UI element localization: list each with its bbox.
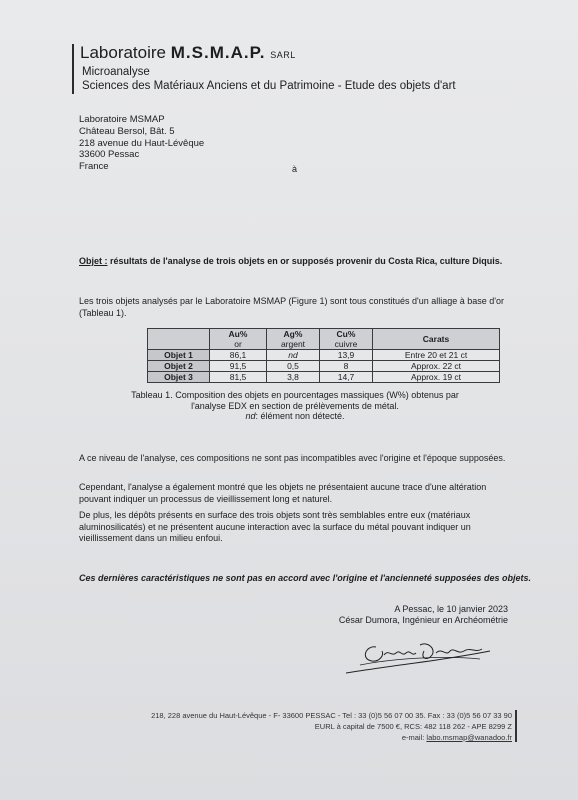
deposits-paragraph: De plus, les dépôts présents en surface des trois objets sont très semblables entre eux (matériaux aluminosilicatés) et ne présentent aucune interaction avec la surface du métal pouvant indiquer un vieillissement dans un milieu enfoui. — [79, 510, 471, 543]
lab-name — [80, 43, 296, 65]
ag-value: 0,5 — [267, 361, 320, 372]
cu-value: 14,7 — [320, 372, 373, 383]
caption-note — [120, 411, 470, 422]
conclusion: Ces dernières caractéristiques ne sont pas en accord avec l'origine et l'ancienneté supposées des objets. — [79, 573, 531, 583]
email-link[interactable]: labo.msmap@wanadoo.fr — [426, 733, 512, 742]
composition-table — [147, 328, 500, 383]
header-rule — [72, 44, 74, 94]
signatory: César Dumora, Ingénieur en Archéométrie — [338, 615, 508, 625]
header-cell: Ag% argent — [267, 329, 320, 350]
caption-line-1: Tableau 1. Composition des objets en pourcentages massiques (W%) obtenus par — [131, 390, 459, 400]
table-caption — [120, 390, 470, 422]
row-label: Objet 1 — [148, 350, 210, 361]
lab-subtitle-1: Microanalyse — [82, 66, 150, 78]
nd-label: nd — [245, 411, 256, 421]
cu-value: 13,9 — [320, 350, 373, 361]
lab-suffix: SARL — [270, 50, 296, 60]
table-row — [148, 350, 500, 361]
header-cell: Cu% cuivre — [320, 329, 373, 350]
table-header-row — [148, 329, 500, 350]
address-line: Laboratoire MSMAP — [79, 114, 165, 125]
header-cell: Carats — [373, 329, 500, 350]
carats-value: Approx. 19 ct — [373, 372, 500, 383]
footer-legal: EURL à capital de 7500 €, RCS: 482 118 262 - APE 8299 Z — [314, 722, 512, 731]
recipient-address — [79, 114, 204, 173]
caption-line-2: l'analyse EDX en section de prélèvements de métal. — [191, 400, 399, 411]
subject-line — [79, 256, 502, 266]
address-line: 218 avenue du Haut-Lévêque — [79, 137, 205, 149]
nd-text: : élément non détecté. — [255, 411, 345, 421]
cu-value: 8 — [320, 361, 373, 372]
row-label: Objet 2 — [148, 361, 210, 372]
au-value: 86,1 — [210, 350, 267, 361]
footer-rule — [515, 710, 517, 742]
email-label: e-mail: — [401, 733, 425, 742]
place-date: A Pessac, le 10 janvier 2023 — [394, 604, 508, 614]
lab-subtitle-2: Sciences des Matériaux Anciens et du Patrimoine - Etude des objets d'art — [82, 80, 456, 92]
footer-email — [402, 733, 512, 742]
address-line: 33600 Pessac — [79, 149, 140, 161]
address-line: France — [79, 161, 109, 173]
intro-paragraph: Les trois objets analysés par le Laboratoire MSMAP (Figure 1) sont tous constitués d'un alliage à base d'or (Tableau 1). — [79, 296, 504, 318]
table-row — [148, 361, 500, 372]
ag-value: nd — [267, 350, 320, 361]
lab-prefix: Laboratoire — [80, 43, 167, 62]
compatibility-paragraph: A ce niveau de l'analyse, ces compositions ne sont pas incompatibles avec l'origine et l'époque supposées. — [79, 453, 506, 463]
address-line: Château Bersol, Bât. 5 — [79, 125, 175, 137]
row-label: Objet 3 — [148, 372, 210, 383]
carats-value: Entre 20 et 21 ct — [373, 350, 500, 361]
carats-value: Approx. 22 ct — [373, 361, 500, 372]
footer-address: 218, 228 avenue du Haut-Lévêque - F- 33600 PESSAC - Tel : 33 (0)5 56 07 00 35. Fax : 33 (0)5 56 07 33 90 — [151, 711, 512, 720]
subject-label: Objet : — [79, 256, 108, 266]
handwritten-signature — [340, 625, 500, 685]
header-cell — [148, 329, 210, 350]
lab-brand: M.S.M.A.P. — [170, 43, 266, 62]
au-value: 91,5 — [210, 361, 267, 372]
header-cell: Au% or — [210, 329, 267, 350]
table-row — [148, 372, 500, 383]
subject-text: résultats de l'analyse de trois objets en or supposés provenir du Costa Rica, culture Diquis. — [110, 256, 503, 266]
stray-mark: à — [292, 164, 298, 174]
alteration-paragraph: Cependant, l'analyse a également montré que les objets ne présentaient aucune trace d'une altération pouvant indiquer un processus de vieillissement long et naturel. — [79, 482, 487, 504]
au-value: 81,5 — [210, 372, 267, 383]
ag-value: 3,8 — [267, 372, 320, 383]
